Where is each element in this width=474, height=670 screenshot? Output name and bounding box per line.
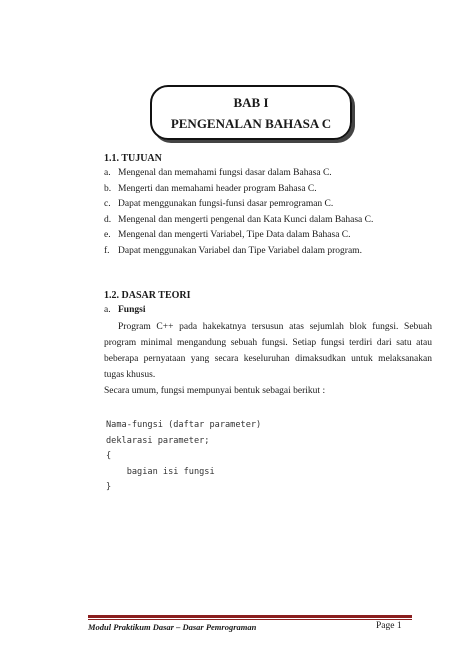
list-marker: f. bbox=[104, 245, 110, 256]
code-line: { bbox=[106, 451, 112, 461]
code-block bbox=[106, 418, 261, 496]
chapter-number: BAB I bbox=[233, 95, 269, 110]
list-item-text: Mengenal dan memahami fungsi dasar dalam Bahasa C. bbox=[118, 168, 332, 178]
objectives-list bbox=[104, 168, 444, 262]
theory-text bbox=[104, 319, 432, 399]
list-item-text: Mengenal dan mengerti Variabel, Tipe Data dalam Bahasa C. bbox=[118, 230, 351, 241]
code-line: bagian isi fungsi bbox=[106, 466, 215, 477]
code-line: } bbox=[106, 482, 112, 492]
list-item bbox=[104, 230, 444, 246]
list-marker: a. bbox=[104, 168, 111, 178]
list-item bbox=[104, 168, 444, 184]
list-item-text: Dapat menggunakan Variabel dan Tipe Variabel dalam program. bbox=[118, 245, 362, 256]
footer-rule bbox=[88, 615, 412, 618]
list-item-text: Mengerti dan memahami header program Bahasa C. bbox=[118, 183, 317, 194]
code-intro: Secara umum, fungsi mempunyai bentuk sebagai berikut : bbox=[104, 386, 326, 396]
subsection-title: Fungsi bbox=[118, 305, 146, 315]
list-marker: c. bbox=[104, 199, 111, 210]
list-item bbox=[104, 246, 444, 262]
chapter-title: PENGENALAN BAHASA C bbox=[170, 116, 332, 131]
list-item-text: Dapat menggunakan fungsi-funsi dasar pemrograman C. bbox=[118, 199, 334, 210]
subsection-marker: a. bbox=[104, 305, 111, 315]
chapter-title-box bbox=[150, 85, 352, 140]
list-item bbox=[104, 199, 444, 215]
list-marker: e. bbox=[104, 230, 111, 241]
footer-module-title: Modul Praktikum Dasar – Dasar Pemrograman bbox=[88, 622, 257, 632]
list-item bbox=[104, 184, 444, 200]
list-marker: b. bbox=[104, 183, 112, 194]
footer-rule-thin bbox=[88, 619, 412, 620]
list-marker: d. bbox=[104, 214, 112, 225]
section-heading-dasar-teori: 1.2. DASAR TEORI bbox=[104, 290, 191, 301]
page-number: Page 1 bbox=[376, 621, 402, 631]
list-item-text: Mengenal dan mengerti pengenal dan Kata Kunci dalam Bahasa C. bbox=[118, 214, 374, 225]
code-line: deklarasi parameter; bbox=[106, 435, 210, 446]
section-heading-tujuan: 1.1. TUJUAN bbox=[104, 153, 162, 164]
subsection-heading-fungsi bbox=[104, 305, 145, 315]
body-paragraph: Program C++ pada hakekatnya tersusun atas sejumlah blok fungsi. Sebuah program minimal mengandung sebuah fungsi. Setiap fungsi terdiri dari satu atau beberapa pernyataan yang secara keseluruhan dimaksudkan untuk melaksanakan tugas khusus. bbox=[104, 322, 432, 380]
list-item bbox=[104, 215, 444, 231]
code-line: Nama-fungsi (daftar parameter) bbox=[106, 420, 262, 430]
